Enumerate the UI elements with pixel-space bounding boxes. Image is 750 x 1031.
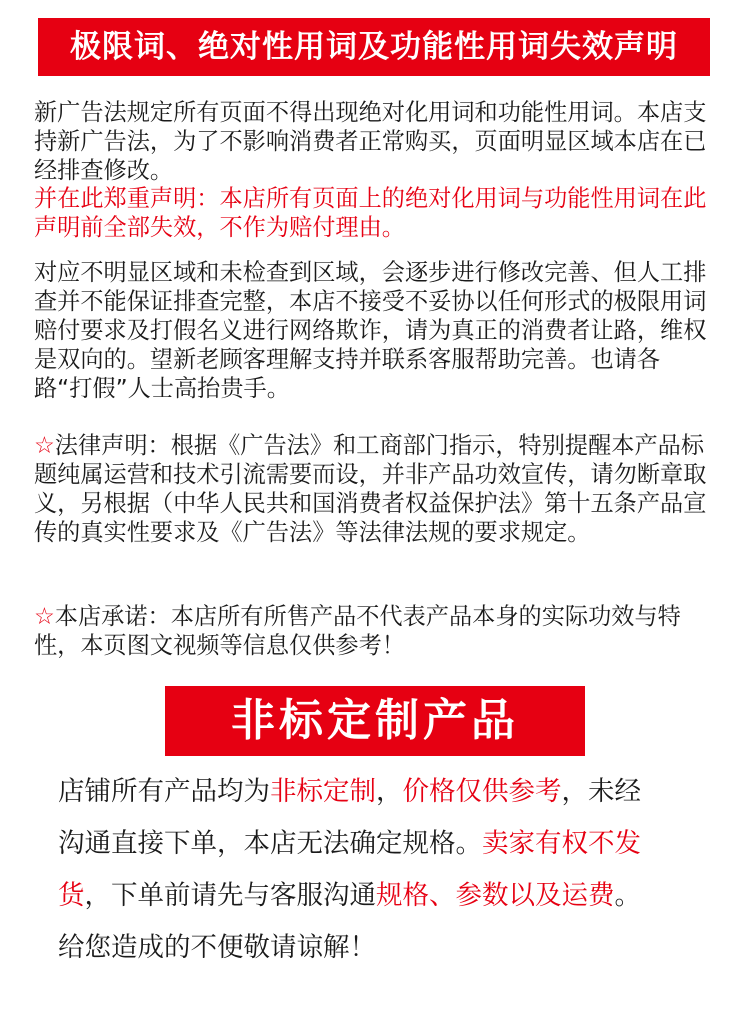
notice-text: ， [376,776,403,807]
notice-highlight: 非标定制 [270,776,376,807]
star-icon: ☆ [34,603,55,630]
ad-law-paragraph: 新广告法规定所有页面不得出现绝对化用词和功能性用词。本店支持新广告法，为了不影响消费者正常购买，页面明显区域本店在已经排查修改。 [34,99,707,184]
custom-notice-line-1 [58,766,708,818]
solemn-statement-paragraph: 并在此郑重声明：本店所有页面上的绝对化用词与功能性用词在此声明前全部失效，不作为赔付理由。 [34,185,707,241]
custom-product-banner [165,686,585,756]
custom-product-banner-title: 非标定制产品 [231,695,519,746]
custom-product-notice [58,766,708,974]
legal-statement-paragraph [34,431,718,547]
custom-notice-line-4: 给您造成的不便敬请谅解！ [58,932,376,963]
custom-notice-line-3 [58,870,708,922]
store-promise-paragraph [34,602,718,660]
store-promise-line-2: 性，本页图文视频等信息仅供参考！ [34,632,405,659]
notice-text: ，未经 [561,776,641,807]
notice-text: ，下单前请先与客服沟通 [84,880,376,911]
store-promise-line-1 [34,602,718,631]
notice-highlight: 货 [58,880,85,911]
legal-statement-text: 法律声明：根据《广告法》和工商部门指示，特别提醒本产品标题纯属运营和技术引流需要而设，并非产品功效宣传，请勿断章取义，另根据（中华人民共和国消费者权益保护法》第十五条产品宣传的真实性要求及《广告法》等法律法规的要求规定。 [34,432,707,546]
unchecked-areas-paragraph: 对应不明显区域和未检查到区域，会逐步进行修改完善、但人工排查并不能保证排查完整，本店不接受不妥协以任何形式的极限用词赔付要求及打假名义进行网络欺诈，请为真正的消费者让路，维权是双向的。望新老顾客理解支持并联系客服帮助完善。也请各路“打假”人士高抬贵手。 [34,259,707,402]
star-icon: ☆ [34,432,55,459]
disclaimer-banner-title: 极限词、绝对性用词及功能性用词失效声明 [70,29,678,65]
notice-text: 沟通直接下单，本店无法确定规格。 [58,828,482,859]
custom-notice-line-2 [58,818,708,870]
notice-text: 。 [614,880,641,911]
notice-text: 店铺所有产品均为 [58,776,270,807]
store-promise-text-1: 本店承诺：本店所有所售产品不代表产品本身的实际功效与特 [54,603,681,630]
notice-highlight: 卖家有权不发 [482,828,641,859]
notice-highlight: 价格仅供参考 [402,776,562,807]
notice-highlight: 规格、参数以及运费 [376,880,615,911]
disclaimer-banner [38,18,710,76]
